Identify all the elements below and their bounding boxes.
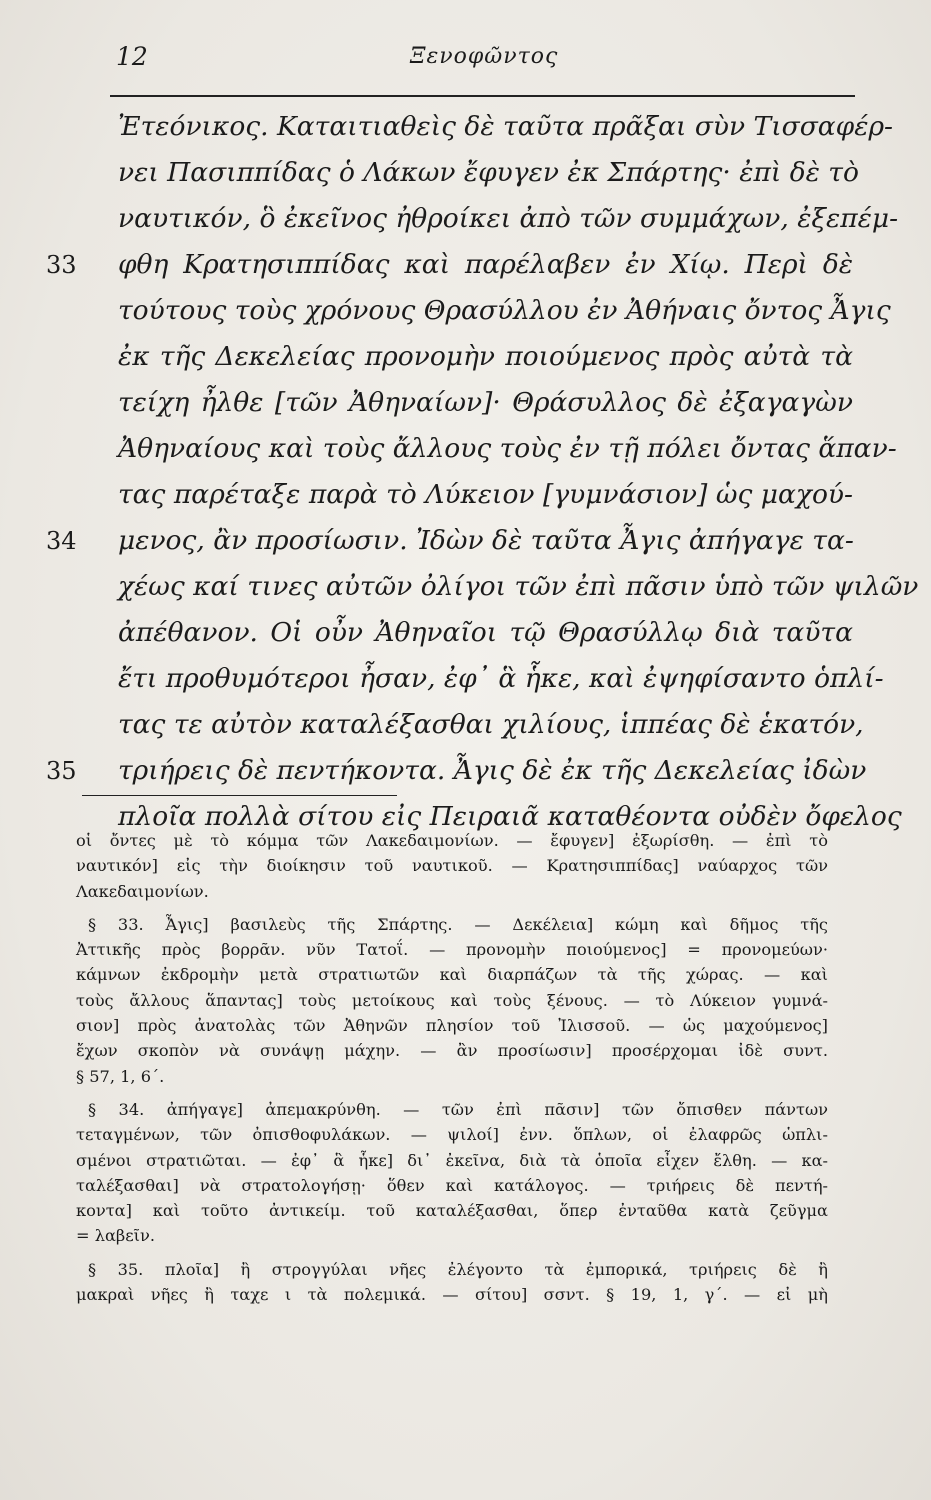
text-line: [118, 426, 897, 472]
footnote-line: ταλέξασθαι] νὰ στρατολογήσῃ· ὅθεν καὶ κατάλογος. — τριήρεις δὲ πεντή-: [76, 1175, 828, 1195]
section-number: 34: [46, 527, 77, 555]
text-line: [118, 656, 884, 702]
text-line-content: τας τε αὐτὸν καταλέξασθαι χιλίους, ἱππέας δὲ ἑκατόν,: [118, 709, 864, 740]
footnote-line: κάμνων ἐκδρομὴν μετὰ στρατιωτῶν καὶ διαρπάζων τὰ τῆς χώρας. — καὶ: [76, 965, 828, 985]
footnote-line: § 57, 1, 6΄.: [76, 1066, 165, 1086]
footnote-line: = λαβεῖν.: [76, 1226, 155, 1246]
page-number: 12: [116, 42, 148, 71]
header-rule: [110, 95, 855, 97]
text-line: [118, 472, 853, 518]
footnote-line: Ἀττικῆς πρὸς βορρᾶν. νῦν Τατοΐ. — προνομὴν ποιούμενος] = προνομεύων·: [76, 940, 828, 960]
footnote-line: κοντα] καὶ τοῦτο ἀντικείμ. τοῦ καταλέξασθαι, ὅπερ ἐνταῦθα κατὰ ζεῦγμα: [76, 1201, 828, 1221]
footnote-line: Λακεδαιμονίων.: [76, 881, 209, 901]
footnote-line: τεταγμένων, τῶν ὀπισθοφυλάκων. — ψιλοί] ἐνν. ὅπλων, οἱ ἐλαφρῶς ὡπλι-: [76, 1125, 828, 1145]
text-line-content: μενος, ἂν προσίωσιν. Ἰδὼν δὲ ταῦτα Ἆγις ἀπήγαγε τα-: [118, 525, 854, 556]
text-line-content: νει Πασιππίδας ὁ Λάκων ἔφυγεν ἐκ Σπάρτης· ἐπὶ δὲ τὸ: [118, 157, 859, 188]
text-line-content: τείχη ἦλθε [τῶν Ἀθηναίων]· Θράσυλλος δὲ ἐξαγαγὼν: [118, 387, 853, 418]
text-line-content: φθη Κρατησιππίδας καὶ παρέλαβεν ἐν Χίῳ. Περὶ δὲ: [118, 249, 853, 280]
text-line-content: πλοῖα πολλὰ σίτου εἰς Πειραιᾶ καταθέοντα οὐδὲν ὄφελος: [118, 801, 902, 832]
footnote-line: τοὺς ἄλλους ἅπαντας] τοὺς μετοίκους καὶ τοὺς ξένους. — τὸ Λύκειον γυμνά-: [76, 990, 828, 1010]
text-line: [46, 518, 854, 564]
text-line: [118, 104, 893, 150]
page-header: [110, 26, 850, 70]
text-line-content: Ἀθηναίους καὶ τοὺς ἄλλους τοὺς ἐν τῇ πόλει ὄντας ἅπαν-: [118, 433, 897, 464]
footnote-line: ἔχων σκοπὸν νὰ συνάψῃ μάχην. — ἂν προσίωσιν] προσέρχομαι ἰδὲ συντ.: [76, 1041, 828, 1061]
text-line: [118, 564, 919, 610]
section-number: 35: [46, 757, 77, 785]
text-line-content: Ἐτεόνικος. Καταιτιαθεὶς δὲ ταῦτα πρᾶξαι σὺν Τισσαφέρ-: [118, 111, 893, 142]
text-line: [118, 702, 864, 748]
text-line-content: τούτους τοὺς χρόνους Θρασύλλου ἐν Ἀθήναις ὄντος Ἆγις: [118, 295, 891, 326]
text-line: [118, 610, 853, 656]
text-line-content: ἐκ τῆς Δεκελείας προνομὴν ποιούμενος πρὸς αὐτὰ τὰ: [118, 341, 853, 372]
text-line: [118, 380, 853, 426]
footnote-separator-rule: [82, 795, 397, 796]
footnote-line: § 34. ἀπήγαγε] ἀπεμακρύνθη. — τῶν ἐπὶ πᾶσιν] τῶν ὄπισθεν πάντων: [88, 1099, 828, 1119]
text-line: [118, 150, 859, 196]
text-line: [118, 288, 891, 334]
footnote-line: σμένοι στρατιῶται. — ἐφ᾽ ἃ ἧκε] δι᾽ ἐκεῖνα, διὰ τὰ ὁποῖα εἶχεν ἔλθη. — κα-: [76, 1150, 828, 1170]
text-line-content: ναυτικόν, ὃ ἐκεῖνος ἠθροίκει ἀπὸ τῶν συμμάχων, ἐξεπέμ-: [118, 203, 899, 234]
text-line-content: τριήρεις δὲ πεντήκοντα. Ἆγις δὲ ἐκ τῆς Δεκελείας ἰδὼν: [118, 755, 867, 786]
commentary-footnotes: [76, 828, 828, 1307]
text-line-content: χέως καί τινες αὐτῶν ὀλίγοι τῶν ἐπὶ πᾶσιν ὑπὸ τῶν ψιλῶν: [118, 571, 919, 602]
text-line: [46, 748, 867, 794]
text-line: [118, 334, 853, 380]
section-number: 33: [46, 251, 77, 279]
text-line-content: ἔτι προθυμότεροι ἦσαν, ἐφ᾽ ἃ ἧκε, καὶ ἐψηφίσαντο ὁπλί-: [118, 663, 884, 694]
text-line-content: τας παρέταξε παρὰ τὸ Λύκειον [γυμνάσιον] ὡς μαχού-: [118, 479, 853, 510]
footnote-line: οἱ ὄντες μὲ τὸ κόμμα τῶν Λακεδαιμονίων. — ἔφυγεν] ἐξωρίσθη. — ἐπὶ τὸ: [76, 831, 828, 850]
text-line: [46, 242, 853, 288]
footnote-line: § 35. πλοῖα] ἢ στρογγύλαι νῆες ἐλέγοντο τὰ ἐμπορικά, τριήρεις δὲ ἢ: [88, 1259, 828, 1279]
footnote-line: σιον] πρὸς ἀνατολὰς τῶν Ἀθηνῶν πλησίον τοῦ Ἰλισσοῦ. — ὡς μαχούμενος]: [76, 1016, 828, 1036]
footnote-line: μακραὶ νῆες ἢ ταχε ι τὰ πολεμικά. — σίτου] σσντ. § 19, 1, γ΄. — εἰ μὴ: [76, 1285, 828, 1305]
main-text-block: [46, 104, 919, 840]
running-head: Ξενοφῶντος: [410, 44, 559, 69]
footnote-line: § 33. Ἆγις] βασιλεὺς τῆς Σπάρτης. — Δεκέλεια] κώμη καὶ δῆμος τῆς: [88, 914, 828, 934]
text-line: [118, 196, 899, 242]
footnote-line: ναυτικόν] εἰς τὴν διοίκησιν τοῦ ναυτικοῦ. — Κρατησιππίδας] ναύαρχος τῶν: [76, 856, 828, 876]
text-line-content: ἀπέθανον. Οἱ οὖν Ἀθηναῖοι τῷ Θρασύλλῳ διὰ ταῦτα: [118, 617, 853, 648]
